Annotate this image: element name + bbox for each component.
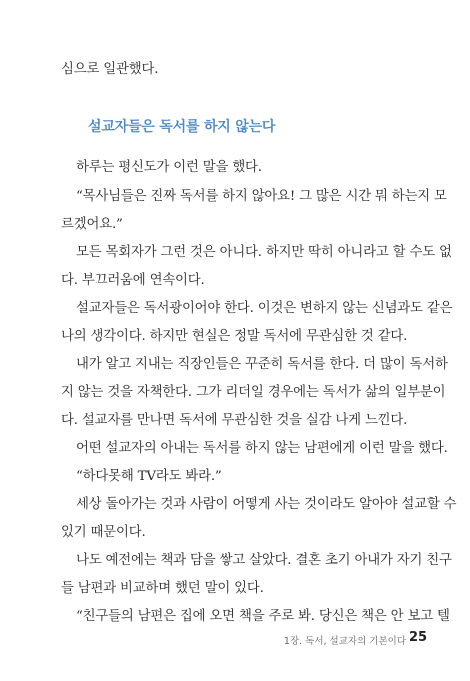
- page-number: 25: [409, 630, 428, 645]
- text-line-2: “목사님들은 진짜 독서를 하지 않아요! 그 많은 시간 뭐 하는지 모: [76, 189, 447, 204]
- text-line-top: 심으로 일관했다.: [61, 62, 159, 77]
- text-line-10: 다. 설교자를 만나면 독서에 무관심한 것을 실감 나게 느낀다.: [61, 413, 408, 428]
- text-line-8: 내가 알고 지내는 직장인들은 꾸준히 독서를 한다. 더 많이 독서하: [76, 357, 448, 372]
- text-line-11: 어떤 설교자의 아내는 독서를 하지 않는 남편에게 이런 말을 했다.: [76, 441, 448, 456]
- text-line-13: 세상 돌아가는 것과 사람이 어떻게 사는 것이라도 알아야 설교할 수: [76, 497, 457, 512]
- text-line-5: 다. 부끄러움에 연속이다.: [61, 273, 205, 288]
- text-line-4: 모든 목회자가 그런 것은 아니다. 하지만 딱히 아니라고 할 수도 없: [76, 245, 452, 260]
- text-line-17: “친구들의 남편은 집에 오면 책을 주로 봐. 당신은 책은 안 보고 텔: [76, 609, 450, 624]
- text-line-12: “하다못해 TV라도 봐라.”: [76, 469, 222, 484]
- text-line-1: 하루는 평신도가 이런 말을 했다.: [76, 160, 262, 175]
- text-line-7: 나의 생각이다. 하지만 현실은 정말 독서에 무관심한 것 같다.: [61, 329, 408, 344]
- text-line-6: 설교자들은 독서광이어야 한다. 이것은 변하지 않는 신념과도 같은: [76, 301, 453, 316]
- text-line-14: 있기 때문이다.: [61, 525, 146, 540]
- running-footer: 1장. 독서, 설교자의 기본이다: [283, 636, 406, 647]
- text-line-3: 르겠어요.”: [61, 217, 123, 232]
- text-line-16: 들 남편과 비교하며 했던 말이 있다.: [61, 581, 264, 596]
- section-heading: 설교자들은 독서를 하지 않는다: [88, 119, 276, 135]
- text-line-15: 나도 예전에는 책과 담을 쌓고 살았다. 결혼 초기 아내가 자기 친구: [76, 553, 452, 568]
- text-line-9: 지 않는 것을 자책한다. 그가 리더일 경우에는 독서가 삶의 일부분이: [61, 385, 446, 400]
